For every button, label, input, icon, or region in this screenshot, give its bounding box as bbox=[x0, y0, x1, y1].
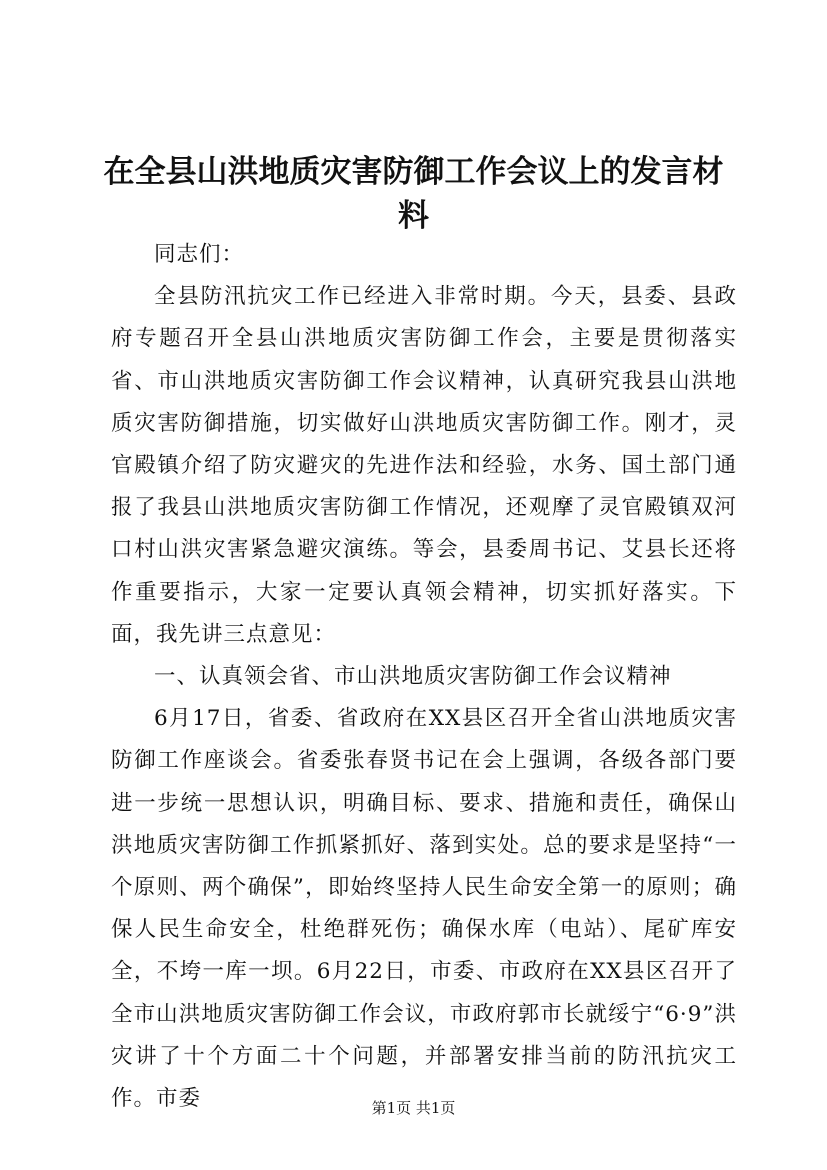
page-footer: 第1页 共1页 bbox=[371, 1099, 456, 1117]
document-body bbox=[111, 234, 737, 1120]
salutation: 同志们： bbox=[154, 242, 245, 267]
document-title: 在全县山洪地质灾害防御工作会议上的发言材料 bbox=[103, 154, 724, 234]
section-heading-1: 一、认真领会省、市山洪地质灾害防御工作会议精神 bbox=[154, 664, 672, 690]
paragraph-section-1: 6月17日，省委、省政府在XX县区召开全省山洪地质灾害防御工作座谈会。省委张春贤书记在会上强调，各级各部门要进一步统一思想认识，明确目标、要求、措施和责任，确保山洪地质灾害防御工作抓紧抓好、落到实处。总的要求是坚持“一个原则、两个确保”，即始终坚持人民生命安全第一的原则；确保人民生命安全，杜绝群死伤；确保水库（电站）、尾矿库安全，不垮一库一坝。6月22日，市委、市政府在XX县区召开了全市山洪地质灾害防御工作会议，市政府郭市长就绥宁“6·9”洪灾讲了十个方面二十个问题，并部署安排当前的防汛抗灾工作。市委 bbox=[111, 706, 737, 1112]
paragraph-intro: 全县防汛抗灾工作已经进入非常时期。今天，县委、县政府专题召开全县山洪地质灾害防御工作会，主要是贯彻落实省、市山洪地质灾害防御工作会议精神，认真研究我县山洪地质灾害防御措施，切实做好山洪地质灾害防御工作。刚才，灵官殿镇介绍了防灾避灾的先进作法和经验，水务、国土部门通报了我县山洪地质灾害防御工作情况，还观摩了灵官殿镇双河口村山洪灾害紧急避灾演练。等会，县委周书记、艾县长还将作重要指示，大家一定要认真领会精神，切实抓好落实。下面，我先讲三点意见： bbox=[111, 284, 737, 647]
